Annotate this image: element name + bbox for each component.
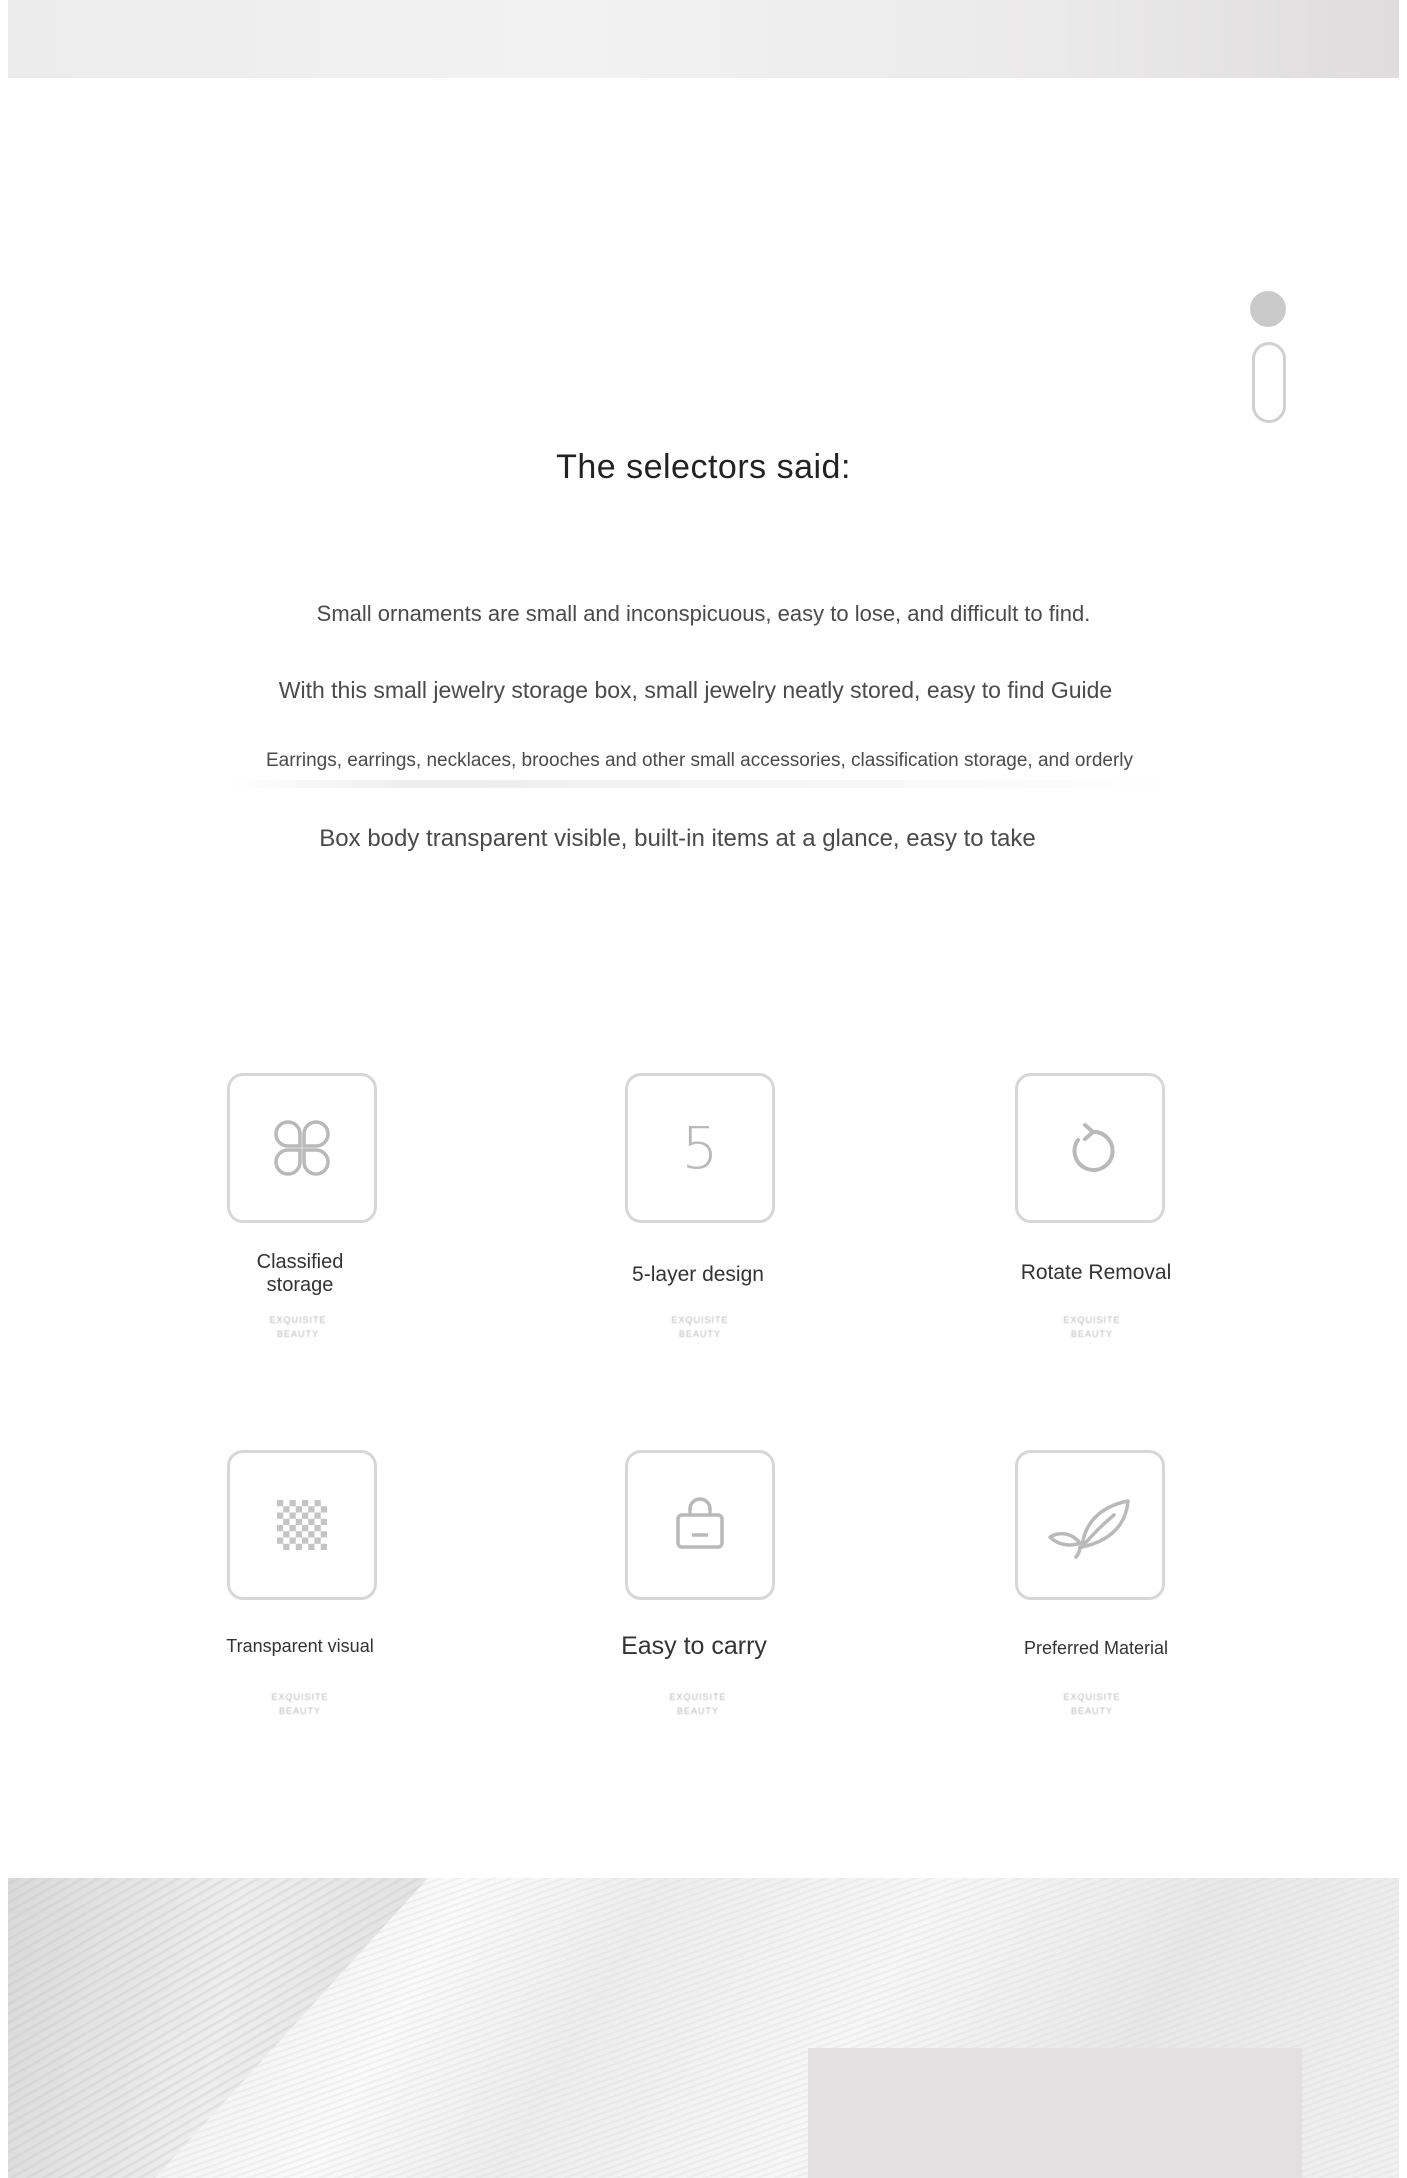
rotate-icon bbox=[1055, 1113, 1125, 1183]
feature-label: 5-layer design bbox=[632, 1263, 764, 1286]
feature-subtitle-line-1: EXQUISITE bbox=[271, 1692, 329, 1702]
feature-icon-box bbox=[625, 1450, 775, 1600]
scroll-indicator-pill bbox=[1252, 342, 1286, 423]
feature-subtitle bbox=[942, 1690, 1242, 1718]
bottom-grey-panel bbox=[808, 2048, 1302, 2178]
clover-grid-icon bbox=[267, 1113, 337, 1183]
feature-subtitle-line-1: EXQUISITE bbox=[671, 1315, 729, 1325]
faded-text-line bbox=[230, 780, 1180, 788]
scroll-indicator-dot bbox=[1250, 291, 1286, 327]
feature-label: Preferred Material bbox=[1023, 1638, 1169, 1658]
number-5-icon: 5 bbox=[681, 1114, 719, 1182]
feature-subtitle bbox=[548, 1690, 848, 1718]
description-line-3: Earrings, earrings, necklaces, brooches and other small accessories, classification storage, and orderly bbox=[265, 750, 1134, 771]
description-line-2: With this small jewelry storage box, small jewelry neatly stored, easy to find Guide bbox=[278, 677, 1113, 703]
section-heading: The selectors said: bbox=[556, 448, 851, 486]
feature-icon-box bbox=[227, 1073, 377, 1223]
description-line-1: Small ornaments are small and inconspicuous, easy to lose, and difficult to find. bbox=[316, 601, 1091, 626]
feature-icon-box bbox=[1015, 1073, 1165, 1223]
feature-subtitle-line-2: BEAUTY bbox=[1070, 1706, 1113, 1716]
bag-icon bbox=[670, 1495, 730, 1555]
feature-label: Easy to carry bbox=[621, 1632, 767, 1660]
feature-subtitle-line-1: EXQUISITE bbox=[1063, 1692, 1121, 1702]
feature-subtitle bbox=[150, 1690, 450, 1718]
description-line-4: Box body transparent visible, built-in items at a glance, easy to take bbox=[319, 825, 1036, 852]
feature-subtitle-line-2: BEAUTY bbox=[276, 1329, 319, 1339]
feature-subtitle-line-2: BEAUTY bbox=[676, 1706, 719, 1716]
checkerboard-icon bbox=[277, 1500, 327, 1550]
feature-label: Transparent visual bbox=[226, 1636, 374, 1656]
feature-subtitle bbox=[942, 1313, 1242, 1341]
feature-icon-box bbox=[227, 1450, 377, 1600]
feature-subtitle-line-1: EXQUISITE bbox=[669, 1692, 727, 1702]
feature-subtitle-line-1: EXQUISITE bbox=[1063, 1315, 1121, 1325]
feature-icon-box bbox=[1015, 1450, 1165, 1600]
feature-subtitle-line-2: BEAUTY bbox=[678, 1329, 721, 1339]
feature-label: Rotate Removal bbox=[1020, 1261, 1172, 1284]
feature-subtitle-line-2: BEAUTY bbox=[1070, 1329, 1113, 1339]
feature-label: Classified storage bbox=[256, 1251, 344, 1296]
feature-subtitle bbox=[148, 1313, 448, 1341]
leaf-icon bbox=[1040, 1485, 1140, 1565]
feature-subtitle-line-1: EXQUISITE bbox=[269, 1315, 327, 1325]
feature-subtitle bbox=[550, 1313, 850, 1341]
feature-subtitle-line-2: BEAUTY bbox=[278, 1706, 321, 1716]
top-fabric-banner bbox=[8, 0, 1399, 78]
feature-icon-box bbox=[625, 1073, 775, 1223]
